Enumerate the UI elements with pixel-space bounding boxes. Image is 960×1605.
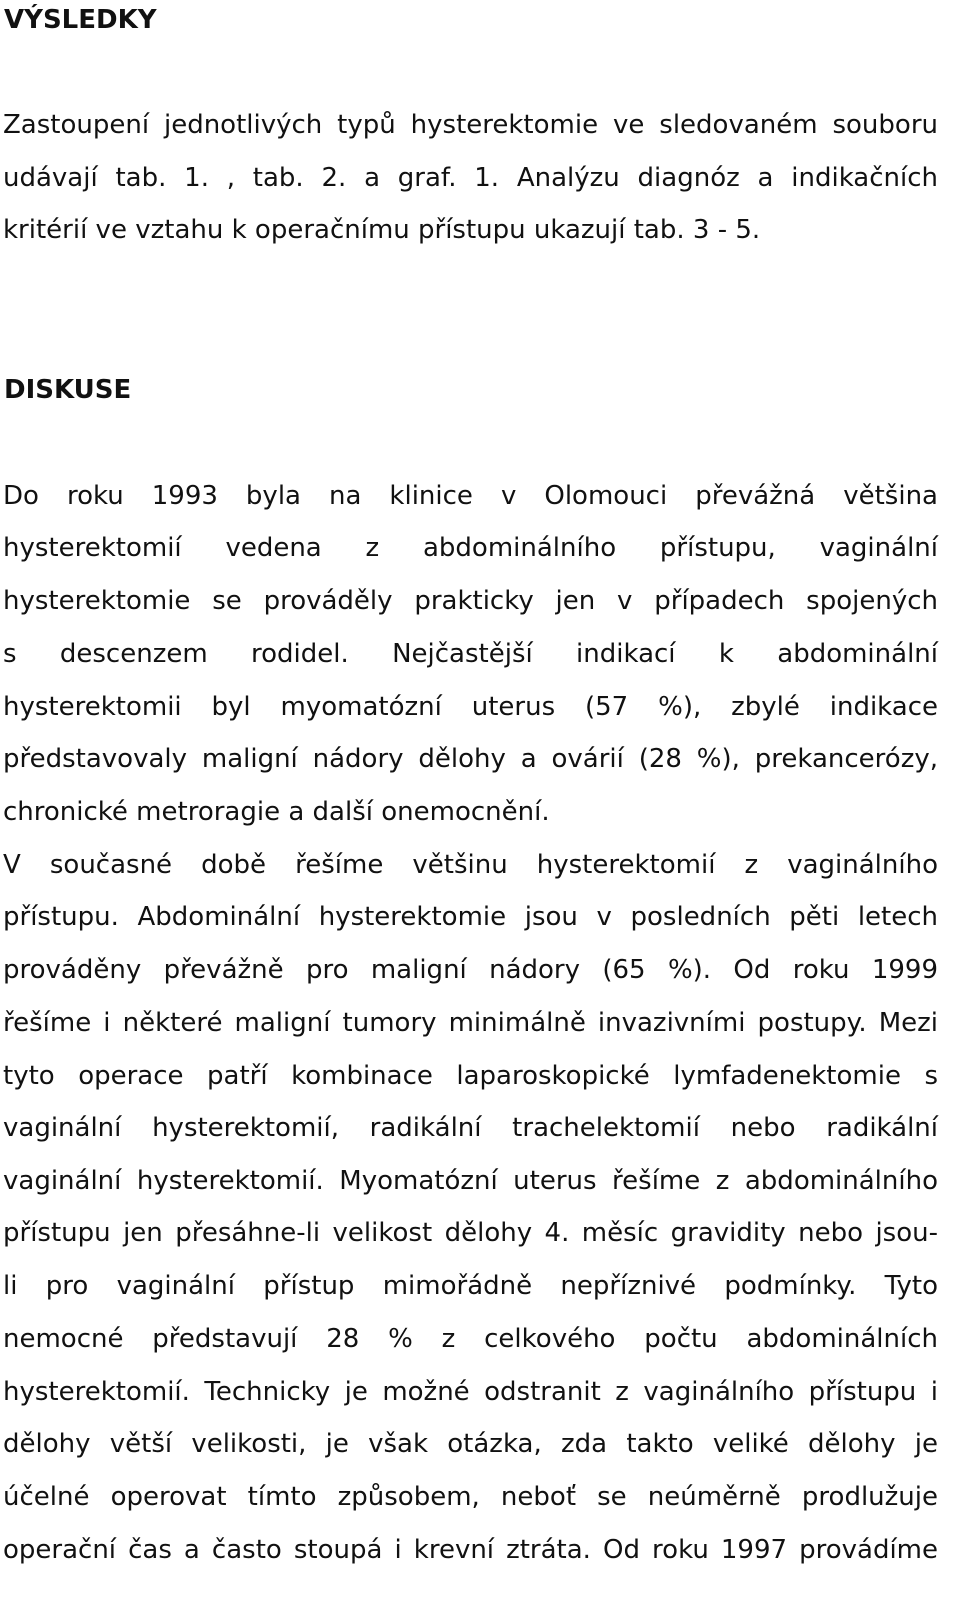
discussion-line-11: řešíme i některé maligní tumory minimálně invazivními postupy. Mezi <box>3 1008 938 1038</box>
discussion-line-12: tyto operace patří kombinace laparoskopické lymfadenektomie s <box>3 1061 938 1091</box>
discussion-line-17: nemocné představují 28 % z celkového počtu abdominálních <box>3 1324 938 1354</box>
discussion-line-4: s descenzem rodidel. Nejčastější indikací k abdominální <box>3 639 938 669</box>
discussion-line-21: operační čas a často stoupá i krevní ztráta. Od roku 1997 provádíme <box>3 1535 938 1565</box>
discussion-line-3: hysterektomie se prováděly prakticky jen v případech spojených <box>3 586 938 616</box>
discussion-line-16: li pro vaginální přístup mimořádně nepříznivé podmínky. Tyto <box>3 1271 938 1301</box>
discussion-line-1: Do roku 1993 byla na klinice v Olomouci převážná většina <box>3 481 938 511</box>
section-heading-discussion: DISKUSE <box>4 375 132 405</box>
discussion-line-13: vaginální hysterektomií, radikální trachelektomií nebo radikální <box>3 1113 938 1143</box>
discussion-line-14: vaginální hysterektomií. Myomatózní uterus řešíme z abdominálního <box>3 1166 938 1196</box>
discussion-line-7: chronické metroragie a další onemocnění. <box>3 797 550 827</box>
section-heading-results: VÝSLEDKY <box>4 5 157 35</box>
results-line-1: Zastoupení jednotlivých typů hysterektomie ve sledovaném souboru <box>3 110 938 140</box>
results-line-3: kritérií ve vztahu k operačnímu přístupu ukazují tab. 3 - 5. <box>3 215 761 245</box>
discussion-line-5: hysterektomii byl myomatózní uterus (57 %), zbylé indikace <box>3 692 938 722</box>
discussion-line-20: účelné operovat tímto způsobem, neboť se neúměrně prodlužuje <box>3 1482 938 1512</box>
discussion-line-18: hysterektomií. Technicky je možné odstranit z vaginálního přístupu i <box>3 1377 938 1407</box>
discussion-line-15: přístupu jen přesáhne-li velikost dělohy 4. měsíc gravidity nebo jsou- <box>3 1218 938 1248</box>
discussion-line-2: hysterektomií vedena z abdominálního přístupu, vaginální <box>3 533 938 563</box>
discussion-line-9: přístupu. Abdominální hysterektomie jsou v posledních pěti letech <box>3 902 938 932</box>
discussion-line-19: dělohy větší velikosti, je však otázka, zda takto veliké dělohy je <box>3 1429 938 1459</box>
results-line-2: udávají tab. 1. , tab. 2. a graf. 1. Analýzu diagnóz a indikačních <box>3 163 938 193</box>
discussion-line-6: představovaly maligní nádory dělohy a ovárií (28 %), prekancerózy, <box>3 744 938 774</box>
discussion-line-10: prováděny převážně pro maligní nádory (65 %). Od roku 1999 <box>3 955 938 985</box>
discussion-line-8: V současné době řešíme většinu hysterektomií z vaginálního <box>3 850 938 880</box>
